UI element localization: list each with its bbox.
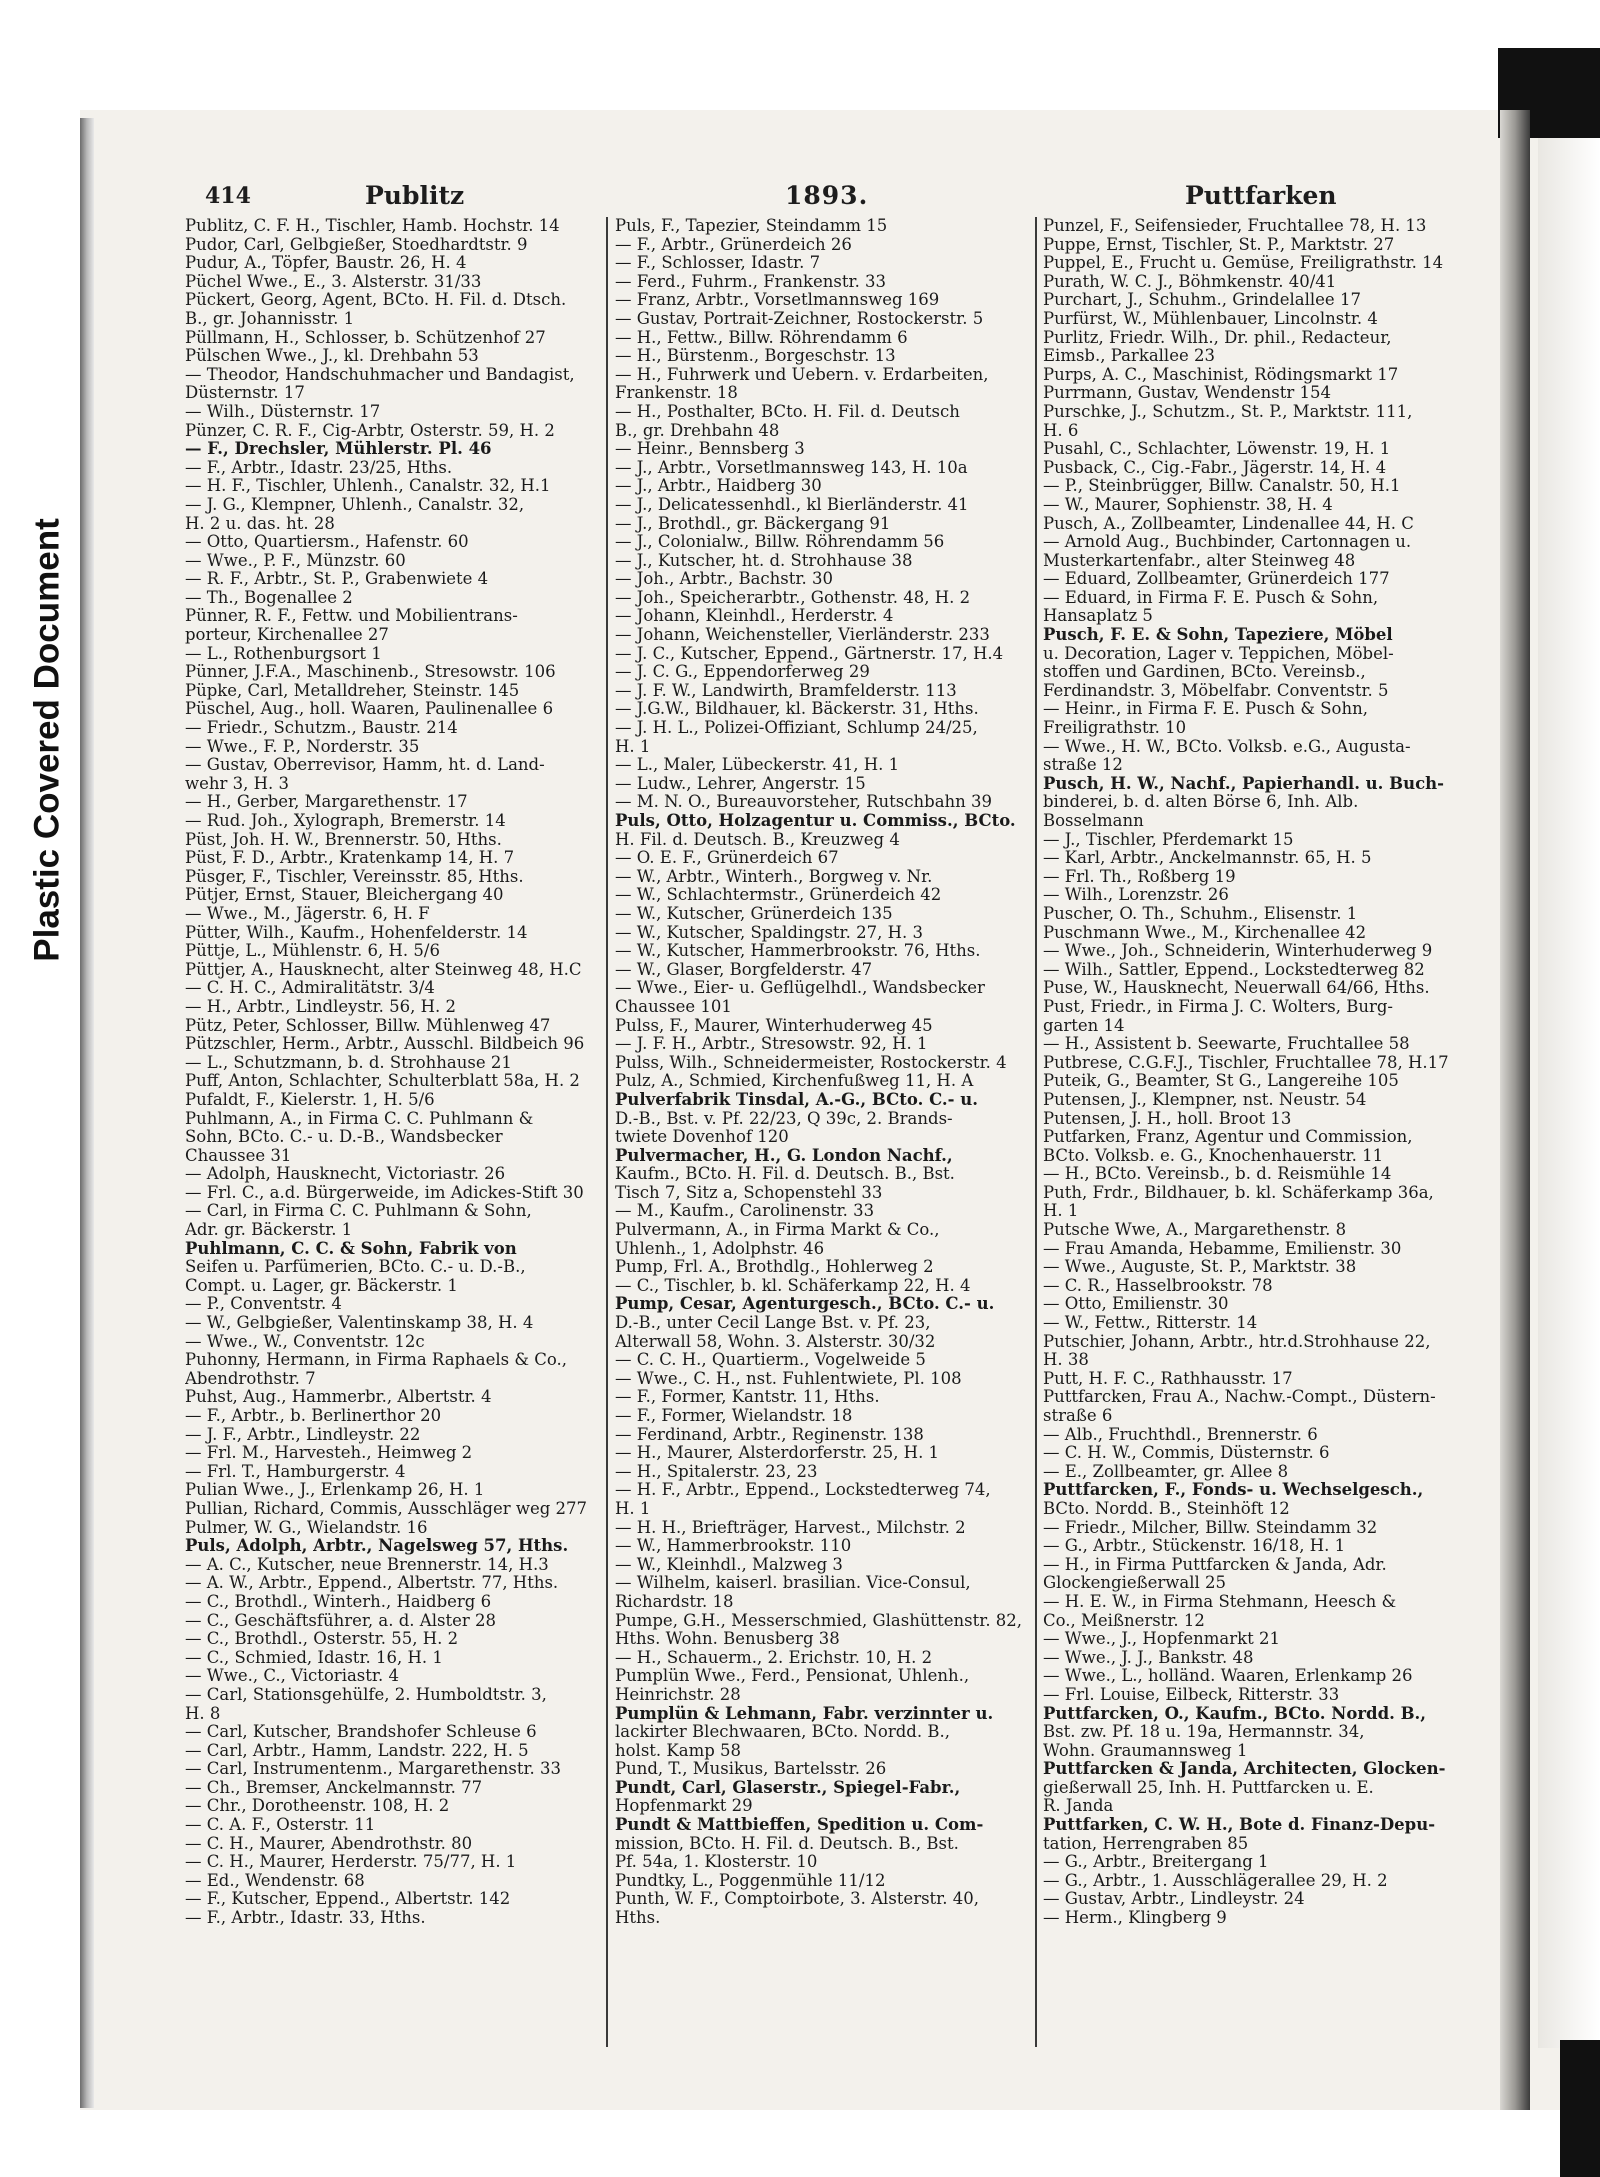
- directory-entry: — Frau Amanda, Hebamme, Emilienstr. 30: [1043, 1239, 1402, 1258]
- directory-entry: binderei, b. d. alten Börse 6, Inh. Alb.: [1043, 793, 1359, 812]
- directory-entry: Pützschler, Herm., Arbtr., Ausschl. Bildbeich 96: [185, 1035, 585, 1054]
- directory-entry: — Wwe., M., Jägerstr. 6, H. F: [185, 904, 430, 923]
- directory-entry: Puppe, Ernst, Tischler, St. P., Marktstr. 27: [1043, 235, 1395, 254]
- directory-entry: Puse, W., Hausknecht, Neuerwall 64/66, Hths.: [1043, 979, 1430, 998]
- directory-entry: Püttje, L., Mühlenstr. 6, H. 5/6: [185, 942, 440, 961]
- directory-entry: — Wilh., Düsternstr. 17: [185, 402, 381, 421]
- directory-entry: — A. C., Kutscher, neue Brennerstr. 14, H.3: [185, 1555, 549, 1574]
- directory-entry: B., gr. Johannisstr. 1: [185, 309, 355, 328]
- directory-entry: — Johann, Weichensteller, Vierländerstr. 233: [615, 626, 990, 645]
- directory-entry: — Wwe., H. W., BCto. Volksb. e.G., Augusta-: [1043, 737, 1411, 756]
- directory-entry: R. Janda: [1043, 1797, 1114, 1816]
- directory-entry: — Wwe., P. F., Münzstr. 60: [185, 551, 406, 570]
- directory-entry: D.-B., unter Cecil Lange Bst. v. Pf. 23,: [615, 1314, 931, 1333]
- directory-entry: Frankenstr. 18: [615, 384, 738, 403]
- directory-entry: B., gr. Drehbahn 48: [615, 421, 780, 440]
- column-divider: [1035, 217, 1037, 2047]
- directory-entry: — J., Tischler, Pferdemarkt 15: [1043, 830, 1294, 849]
- directory-entry: — W., Arbtr., Winterh., Borgweg v. Nr.: [615, 867, 933, 886]
- directory-entry: Puhlmann, A., in Firma C. C. Puhlmann &: [185, 1109, 534, 1128]
- directory-entry: Pund, T., Musikus, Bartelsstr. 26: [615, 1760, 887, 1779]
- directory-entry: — J. F., Arbtr., Lindleystr. 22: [185, 1425, 421, 1444]
- directory-entry: Putt, H. F. C., Rathhausstr. 17: [1043, 1369, 1293, 1388]
- directory-entry: — H. F., Arbtr., Eppend., Lockstedterweg 74,: [615, 1481, 991, 1500]
- directory-entry: — W., Fettw., Ritterstr. 14: [1043, 1314, 1258, 1333]
- directory-entry: — Otto, Emilienstr. 30: [1043, 1295, 1229, 1314]
- directory-entry: Puteik, G., Beamter, St G., Langereihe 105: [1043, 1072, 1399, 1091]
- directory-entry: Purschke, J., Schutzm., St. P., Marktstr. 111,: [1043, 402, 1413, 421]
- directory-entry: gießerwall 25, Inh. H. Puttfarcken u. E.: [1043, 1778, 1374, 1797]
- directory-entry: — Frl. Louise, Eilbeck, Ritterstr. 33: [1043, 1685, 1340, 1704]
- directory-entry: — C. H. C., Admiralitätstr. 3/4: [185, 979, 435, 998]
- directory-entry: Publitz, C. F. H., Tischler, Hamb. Hochstr. 14: [185, 217, 560, 235]
- directory-entry: — H. E. W., in Firma Stehmann, Heesch &: [1043, 1592, 1397, 1611]
- directory-entry: — Th., Bogenallee 2: [185, 588, 353, 607]
- directory-entry: Chaussee 31: [185, 1146, 292, 1165]
- directory-entry: Puscher, O. Th., Schuhm., Elisenstr. 1: [1043, 904, 1358, 923]
- directory-entry: — Friedr., Schutzm., Baustr. 214: [185, 719, 458, 738]
- directory-entry: — F., Arbtr., b. Berlinerthor 20: [185, 1407, 442, 1425]
- directory-entry: lackirter Blechwaaren, BCto. Nordd. B.,: [615, 1723, 950, 1742]
- directory-entry: — Carl, Arbtr., Hamm, Landstr. 222, H. 5: [185, 1741, 529, 1760]
- directory-entry: H. 8: [185, 1704, 221, 1723]
- directory-entry: Pünner, J.F.A., Maschinenb., Stresowstr. 106: [185, 663, 556, 682]
- directory-entry: Chaussee 101: [615, 997, 732, 1016]
- directory-entry: — Alb., Fruchthdl., Brennerstr. 6: [1043, 1425, 1318, 1444]
- directory-entry: Puls, Adolph, Arbtr., Nagelsweg 57, Hths.: [185, 1537, 569, 1556]
- directory-entry: Puhonny, Hermann, in Firma Raphaels & Co.,: [185, 1351, 568, 1370]
- directory-entry: — Rud. Joh., Xylograph, Bremerstr. 14: [185, 812, 506, 830]
- directory-entry: — R. F., Arbtr., St. P., Grabenwiete 4: [185, 570, 489, 589]
- directory-entry: Pundt & Mattbieffen, Spedition u. Com-: [615, 1816, 984, 1835]
- directory-entry: Püttjer, A., Hausknecht, alter Steinweg 48, H.C: [185, 960, 582, 979]
- directory-entry: Freiligrathstr. 10: [1043, 719, 1187, 738]
- directory-entry: — J. C. G., Eppendorferweg 29: [615, 663, 870, 682]
- directory-entry: — M. N. O., Bureauvorsteher, Rutschbahn 39: [615, 793, 993, 812]
- column-3: [1043, 217, 1473, 2067]
- directory-entry: Puppel, E., Frucht u. Gemüse, Freiligrathstr. 14: [1043, 254, 1444, 273]
- directory-entry: — Wilhelm, kaiserl. brasilian. Vice-Consul,: [615, 1574, 971, 1593]
- directory-entry: BCto. Volksb. e. G., Knochenhauerstr. 11: [1043, 1146, 1384, 1165]
- directory-entry: D.-B., Bst. v. Pf. 22/23, Q 39c, 2. Brands-: [615, 1109, 953, 1128]
- directory-entry: — H., Fuhrwerk und Uebern. v. Erdarbeiten,: [615, 365, 989, 384]
- directory-entry: Sohn, BCto. C.- u. D.-B., Wandsbecker: [185, 1128, 503, 1147]
- directory-entry: Compt. u. Lager, gr. Bäckerstr. 1: [185, 1276, 458, 1295]
- directory-entry: Puls, Otto, Holzagentur u. Commiss., BCto.: [615, 812, 1016, 830]
- directory-entry: — H., Fettw., Billw. Röhrendamm 6: [615, 328, 908, 347]
- directory-entry: — E., Zollbeamter, gr. Allee 8: [1043, 1462, 1289, 1481]
- directory-entry: — C. R., Hasselbrookstr. 78: [1043, 1276, 1273, 1295]
- directory-entry: Punzel, F., Seifensieder, Fruchtallee 78, H. 13: [1043, 217, 1427, 235]
- directory-entry: — J.G.W., Bildhauer, kl. Bäckerstr. 31, Hths.: [615, 700, 979, 719]
- directory-entry: Hths.: [615, 1909, 661, 1928]
- directory-entry: Musterkartenfabr., alter Steinweg 48: [1043, 551, 1356, 570]
- directory-entry: — W., Hammerbrookstr. 110: [615, 1537, 852, 1556]
- directory-entry: Pütjer, Ernst, Stauer, Bleichergang 40: [185, 886, 504, 905]
- directory-entry: Heinrichstr. 28: [615, 1685, 741, 1704]
- directory-entry: — F., Schlosser, Idastr. 7: [615, 254, 821, 273]
- directory-entry: Püllmann, H., Schlosser, b. Schützenhof 27: [185, 328, 546, 347]
- directory-entry: Pülschen Wwe., J., kl. Drehbahn 53: [185, 347, 479, 366]
- directory-entry: — Ferdinand, Arbtr., Reginenstr. 138: [615, 1425, 924, 1444]
- directory-entry: Pulss, F., Maurer, Winterhuderweg 45: [615, 1016, 933, 1035]
- directory-entry: — J. G., Klempner, Uhlenh., Canalstr. 32,: [185, 495, 525, 514]
- directory-entry: u. Decoration, Lager v. Teppichen, Möbel-: [1043, 644, 1394, 663]
- directory-entry: — Ferd., Fuhrm., Frankenstr. 33: [615, 272, 887, 291]
- directory-entry: Pudur, A., Töpfer, Baustr. 26, H. 4: [185, 254, 467, 273]
- directory-entry: — Otto, Quartiersm., Hafenstr. 60: [185, 533, 469, 552]
- directory-entry: Puhlmann, C. C. & Sohn, Fabrik von: [185, 1239, 517, 1258]
- directory-entry: — M., Kaufm., Carolinenstr. 33: [615, 1202, 875, 1221]
- directory-entry: Pusback, C., Cig.-Fabr., Jägerstr. 14, H. 4: [1043, 458, 1387, 477]
- directory-entry: — F., Drechsler, Mühlerstr. Pl. 46: [185, 440, 492, 459]
- directory-entry: Puff, Anton, Schlachter, Schulterblatt 58a, H. 2: [185, 1072, 580, 1091]
- directory-entry: stoffen und Gardinen, BCto. Vereinsb.,: [1043, 663, 1366, 682]
- directory-entry: Puttfarken, C. W. H., Bote d. Finanz-Depu-: [1043, 1816, 1436, 1835]
- directory-entry: — Wwe., J., Hopfenmarkt 21: [1043, 1630, 1281, 1649]
- directory-entry: — H. H., Briefträger, Harvest., Milchstr. 2: [615, 1518, 966, 1537]
- directory-entry: — H., Bürstenm., Borgeschstr. 13: [615, 347, 896, 366]
- directory-entry: Pulmer, W. G., Wielandstr. 16: [185, 1518, 428, 1537]
- directory-entry: — Herm., Klingberg 9: [1043, 1909, 1227, 1928]
- directory-entry: — P., Conventstr. 4: [185, 1295, 342, 1314]
- directory-entry: — C., Brothdl., Osterstr. 55, H. 2: [185, 1630, 459, 1649]
- directory-entry: Pust, Friedr., in Firma J. C. Wolters, Burg-: [1043, 997, 1393, 1016]
- directory-entry: — J., Brothdl., gr. Bäckergang 91: [615, 514, 891, 533]
- directory-entry: — J., Delicatessenhdl., kl Bierländerstr. 41: [615, 495, 969, 514]
- directory-entry: — Theodor, Handschuhmacher und Bandagist,: [185, 365, 575, 384]
- directory-entry: Hopfenmarkt 29: [615, 1797, 753, 1816]
- header-last-word: Puttfarken: [1185, 181, 1337, 210]
- directory-entry: Pf. 54a, 1. Klosterstr. 10: [615, 1853, 818, 1872]
- directory-entry: Pulverfabrik Tinsdal, A.-G., BCto. C.- u.: [615, 1090, 978, 1109]
- directory-entry: Putensen, J. H., holl. Broot 13: [1043, 1109, 1292, 1128]
- page-number: 414: [205, 183, 251, 209]
- directory-entry: — H., BCto. Vereinsb., b. d. Reismühle 14: [1043, 1165, 1392, 1184]
- directory-entry: — W., Kutscher, Hammerbrookstr. 76, Hths.: [615, 942, 981, 961]
- directory-entry: — A. W., Arbtr., Eppend., Albertstr. 77, Hths.: [185, 1574, 559, 1593]
- directory-entry: — W., Gelbgießer, Valentinskamp 38, H. 4: [185, 1314, 534, 1333]
- header-first-word: Publitz: [365, 181, 465, 210]
- directory-entry: — J., Arbtr., Vorsetlmannsweg 143, H. 10a: [615, 458, 968, 477]
- directory-entry: Pusch, A., Zollbeamter, Lindenallee 44, H. C: [1043, 514, 1414, 533]
- directory-entry: — C. H. W., Commis, Düsternstr. 6: [1043, 1444, 1330, 1463]
- directory-entry: — J. H. L., Polizei-Offiziant, Schlump 24/25,: [615, 719, 978, 738]
- directory-entry: Puhst, Aug., Hammerbr., Albertstr. 4: [185, 1388, 492, 1407]
- directory-entry: — Wwe., L., holländ. Waaren, Erlenkamp 26: [1043, 1667, 1413, 1686]
- directory-entry: — H., Schauerm., 2. Erichstr. 10, H. 2: [615, 1648, 933, 1667]
- directory-entry: — L., Maler, Lübeckerstr. 41, H. 1: [615, 756, 900, 775]
- header-year: 1893.: [785, 181, 869, 210]
- directory-entry: Pumpe, G.H., Messerschmied, Glashüttenstr. 82,: [615, 1611, 1023, 1630]
- column-2: [615, 217, 1027, 2067]
- directory-entry: Pütter, Wilh., Kaufm., Hohenfelderstr. 14: [185, 923, 528, 942]
- directory-entry: — J. F. W., Landwirth, Bramfelderstr. 113: [615, 681, 957, 700]
- directory-entry: — W., Kutscher, Grünerdeich 135: [615, 904, 893, 923]
- directory-entry: — G., Arbtr., Breitergang 1: [1043, 1853, 1269, 1872]
- directory-entry: Tisch 7, Sitz a, Schopenstehl 33: [615, 1183, 883, 1202]
- directory-entry: H. 2 u. das. ht. 28: [185, 514, 335, 533]
- directory-entry: Hansaplatz 5: [1043, 607, 1153, 626]
- directory-entry: Pulvermann, A., in Firma Markt & Co.,: [615, 1221, 940, 1240]
- directory-entry: — C. H., Maurer, Abendrothstr. 80: [185, 1834, 473, 1853]
- directory-entry: Punth, W. F., Comptoirbote, 3. Alsterstr. 40,: [615, 1890, 979, 1909]
- directory-entry: H. 6: [1043, 421, 1079, 440]
- directory-entry: Pückert, Georg, Agent, BCto. H. Fil. d. Dtsch.: [185, 291, 567, 310]
- directory-entry: — F., Arbtr., Idastr. 23/25, Hths.: [185, 458, 453, 477]
- directory-entry: Richardstr. 18: [615, 1592, 734, 1611]
- directory-entry: Püsger, F., Tischler, Vereinsstr. 85, Hths.: [185, 867, 524, 886]
- directory-entry: Putbrese, C.G.F.J., Tischler, Fruchtallee 78, H.17: [1043, 1053, 1449, 1072]
- directory-entry: Pusch, H. W., Nachf., Papierhandl. u. Buch-: [1043, 774, 1445, 793]
- directory-entry: Pulvermacher, H., G. London Nachf.,: [615, 1146, 953, 1165]
- directory-entry: twiete Dovenhof 120: [615, 1128, 789, 1147]
- directory-entry: — Carl, Instrumentenm., Margarethenstr. 33: [185, 1760, 562, 1779]
- directory-entry: Purchart, J., Schuhm., Grindelallee 17: [1043, 291, 1361, 310]
- directory-entry: Puth, Frdr., Bildhauer, b. kl. Schäferkamp 36a,: [1043, 1183, 1434, 1202]
- directory-entry: — G., Arbtr., Stückenstr. 16/18, H. 1: [1043, 1537, 1346, 1556]
- directory-entry: Pünner, R. F., Fettw. und Mobilientrans-: [185, 607, 518, 626]
- directory-entry: — O. E. F., Grünerdeich 67: [615, 849, 839, 868]
- page-stack-edge: [80, 118, 94, 2108]
- directory-entry: — Arnold Aug., Buchbinder, Cartonnagen u.: [1043, 533, 1412, 552]
- directory-entry: Pullian, Richard, Commis, Ausschläger weg 277: [185, 1499, 588, 1518]
- directory-entry: — Karl, Arbtr., Anckelmannstr. 65, H. 5: [1043, 849, 1372, 868]
- directory-entry: Uhlenh., 1, Adolphstr. 46: [615, 1239, 825, 1258]
- directory-entry: — Adolph, Hausknecht, Victoriastr. 26: [185, 1165, 506, 1184]
- directory-entry: — Carl, Kutscher, Brandshofer Schleuse 6: [185, 1723, 537, 1742]
- directory-entry: Pütz, Peter, Schlosser, Billw. Mühlenweg 47: [185, 1016, 551, 1035]
- directory-entry: Pusahl, C., Schlachter, Löwenstr. 19, H. 1: [1043, 440, 1391, 459]
- directory-entry: — Joh., Arbtr., Bachstr. 30: [615, 570, 833, 589]
- directory-entry: Pudor, Carl, Gelbgießer, Stoedhardtstr. 9: [185, 235, 528, 254]
- directory-entry: — C. C. H., Quartierm., Vogelweide 5: [615, 1351, 926, 1370]
- directory-entry: — Frl. C., a.d. Bürgerweide, im Adickes-Stift 30: [185, 1183, 584, 1202]
- directory-entry: Pump, Frl. A., Brothdlg., Hohlerweg 2: [615, 1258, 934, 1277]
- directory-entry: — G., Arbtr., 1. Ausschlägerallee 29, H. 2: [1043, 1871, 1388, 1890]
- directory-entry: — Heinr., Bennsberg 3: [615, 440, 805, 459]
- directory-entry: — F., Former, Kantstr. 11, Hths.: [615, 1388, 880, 1407]
- directory-entry: Düsternstr. 17: [185, 384, 305, 403]
- directory-entry: — Ch., Bremser, Anckelmannstr. 77: [185, 1778, 483, 1797]
- directory-entry: Kaufm., BCto. H. Fil. d. Deutsch. B., Bst.: [615, 1165, 955, 1184]
- directory-entry: H. Fil. d. Deutsch. B., Kreuzweg 4: [615, 830, 900, 849]
- directory-entry: Pulian Wwe., J., Erlenkamp 26, H. 1: [185, 1481, 485, 1500]
- directory-entry: Purfürst, W., Mühlenbauer, Lincolnstr. 4: [1043, 309, 1378, 328]
- directory-entry: Püst, F. D., Arbtr., Kratenkamp 14, H. 7: [185, 849, 515, 868]
- directory-entry: — Wilh., Lorenzstr. 26: [1043, 886, 1229, 905]
- directory-entry: Hths. Wohn. Benusberg 38: [615, 1630, 840, 1649]
- directory-entry: — C. H., Maurer, Herderstr. 75/77, H. 1: [185, 1853, 517, 1872]
- directory-entry: — Wwe., Joh., Schneiderin, Winterhuderweg 9: [1043, 942, 1433, 961]
- directory-entry: Pundtky, L., Poggenmühle 11/12: [615, 1871, 886, 1890]
- directory-entry: — Ed., Wendenstr. 68: [185, 1871, 365, 1890]
- directory-entry: — H., Maurer, Alsterdorferstr. 25, H. 1: [615, 1444, 940, 1463]
- directory-entry: Glockengießerwall 25: [1043, 1574, 1227, 1593]
- directory-entry: — Wwe., Auguste, St. P., Marktstr. 38: [1043, 1258, 1357, 1277]
- directory-entry: Purrmann, Gustav, Wendenstr 154: [1043, 384, 1332, 403]
- directory-entry: — Wwe., J. J., Bankstr. 48: [1043, 1648, 1254, 1667]
- directory-entry: H. 1: [615, 1499, 651, 1518]
- directory-entry: — C. A. F., Osterstr. 11: [185, 1816, 376, 1835]
- directory-entry: porteur, Kirchenallee 27: [185, 626, 389, 645]
- directory-entry: H. 38: [1043, 1351, 1089, 1370]
- directory-entry: — W., Kutscher, Spaldingstr. 27, H. 3: [615, 923, 923, 942]
- directory-entry: Pump, Cesar, Agenturgesch., BCto. C.- u.: [615, 1295, 995, 1314]
- directory-entry: — C., Schmied, Idastr. 16, H. 1: [185, 1648, 443, 1667]
- directory-entry: Püst, Joh. H. W., Brennerstr. 50, Hths.: [185, 830, 502, 849]
- directory-entry: — Frl. T., Hamburgerstr. 4: [185, 1462, 406, 1481]
- book-spine: [1500, 110, 1530, 2110]
- directory-entry: — Franz, Arbtr., Vorsetlmannsweg 169: [615, 291, 940, 310]
- directory-entry: — Gustav, Oberrevisor, Hamm, ht. d. Land-: [185, 756, 545, 775]
- directory-entry: Puschmann Wwe., M., Kirchenallee 42: [1043, 923, 1367, 942]
- directory-entry: — H., in Firma Puttfarcken & Janda, Adr.: [1043, 1555, 1387, 1574]
- directory-entry: — C., Geschäftsführer, a. d. Alster 28: [185, 1611, 496, 1630]
- directory-entry: — W., Maurer, Sophienstr. 38, H. 4: [1043, 495, 1333, 514]
- directory-entry: — Eduard, in Firma F. E. Pusch & Sohn,: [1043, 588, 1379, 607]
- column-1: [185, 217, 597, 2067]
- directory-entry: — L., Rothenburgsort 1: [185, 644, 382, 663]
- directory-entry: Pulss, Wilh., Schneidermeister, Rostockerstr. 4: [615, 1053, 1007, 1072]
- directory-entry: Puttfarcken, O., Kaufm., BCto. Nordd. B.,: [1043, 1704, 1427, 1723]
- directory-entry: Abendrothstr. 7: [185, 1369, 316, 1388]
- directory-entry: — Wwe., C., Victoriastr. 4: [185, 1667, 399, 1686]
- directory-entry: Putsche Wwe, A., Margarethenstr. 8: [1043, 1221, 1347, 1240]
- directory-entry: Putensen, J., Klempner, nst. Neustr. 54: [1043, 1090, 1367, 1109]
- directory-entry: — Gustav, Portrait-Zeichner, Rostockerstr. 5: [615, 309, 984, 328]
- directory-entry: — Wwe., F. P., Norderstr. 35: [185, 737, 420, 756]
- directory-entry: Pumplün & Lehmann, Fabr. verzinnter u.: [615, 1704, 994, 1723]
- directory-entry: — Wwe., Eier- u. Geflügelhdl., Wandsbecker: [615, 979, 985, 998]
- directory-entry: garten 14: [1043, 1016, 1125, 1035]
- directory-entry: — W., Kleinhdl., Malzweg 3: [615, 1555, 843, 1574]
- directory-entry: Bosselmann: [1043, 812, 1144, 830]
- directory-entry: Purlitz, Friedr. Wilh., Dr. phil., Redacteur,: [1043, 328, 1392, 347]
- directory-entry: Pulz, A., Schmied, Kirchenfußweg 11, H. A: [615, 1072, 974, 1091]
- directory-entry: — L., Schutzmann, b. d. Strohhause 21: [185, 1053, 512, 1072]
- directory-entry: — H., Spitalerstr. 23, 23: [615, 1462, 818, 1481]
- directory-entry: Purps, A. C., Maschinist, Rödingsmarkt 17: [1043, 365, 1399, 384]
- directory-entry: Pufaldt, F., Kielerstr. 1, H. 5/6: [185, 1090, 435, 1109]
- directory-entry: Pundt, Carl, Glaserstr., Spiegel-Fabr.,: [615, 1778, 961, 1797]
- directory-entry: — Carl, in Firma C. C. Puhlmann & Sohn,: [185, 1202, 532, 1221]
- directory-entry: Puttfarcken & Janda, Architecten, Glocken-: [1043, 1760, 1446, 1779]
- directory-entry: — Frl. Th., Roßberg 19: [1043, 867, 1236, 886]
- directory-entry: Bst. zw. Pf. 18 u. 19a, Hermannstr. 34,: [1043, 1723, 1365, 1742]
- directory-entry: Puttfarcken, Frau A., Nachw.-Compt., Düstern-: [1043, 1388, 1436, 1407]
- directory-entry: — F., Arbtr., Idastr. 33, Hths.: [185, 1909, 426, 1928]
- directory-entry: — F., Kutscher, Eppend., Albertstr. 142: [185, 1890, 511, 1909]
- directory-entry: Püchel Wwe., E., 3. Alsterstr. 31/33: [185, 272, 482, 291]
- directory-entry: — F., Former, Wielandstr. 18: [615, 1407, 853, 1425]
- directory-entry: — Heinr., in Firma F. E. Pusch & Sohn,: [1043, 700, 1368, 719]
- directory-entry: — Wilh., Sattler, Eppend., Lockstedterweg 82: [1043, 960, 1425, 979]
- directory-entry: Putfarken, Franz, Agentur und Commission,: [1043, 1128, 1413, 1147]
- directory-entry: tation, Herrengraben 85: [1043, 1834, 1249, 1853]
- directory-entry: — Eduard, Zollbeamter, Grünerdeich 177: [1043, 570, 1390, 589]
- directory-entry: straße 12: [1043, 756, 1123, 775]
- directory-entry: Wohn. Graumannsweg 1: [1043, 1741, 1248, 1760]
- directory-page: [185, 175, 1485, 2075]
- directory-entry: — W., Schlachtermstr., Grünerdeich 42: [615, 886, 942, 905]
- directory-entry: — Frl. M., Harvesteh., Heimweg 2: [185, 1444, 473, 1463]
- directory-entry: — Wwe., C. H., nst. Fuhlentwiete, Pl. 108: [615, 1369, 962, 1388]
- directory-entry: — J., Arbtr., Haidberg 30: [615, 477, 822, 496]
- directory-entry: wehr 3, H. 3: [185, 774, 290, 793]
- directory-entry: Seifen u. Parfümerien, BCto. C.- u. D.-B.,: [185, 1258, 526, 1277]
- directory-entry: holst. Kamp 58: [615, 1741, 742, 1760]
- scanner-edge-shadow-bottom: [1560, 2040, 1600, 2177]
- directory-entry: Purath, W. C. J., Böhmkenstr. 40/41: [1043, 272, 1337, 291]
- directory-entry: — Wwe., W., Conventstr. 12c: [185, 1332, 425, 1351]
- directory-entry: — Gustav, Arbtr., Lindleystr. 24: [1043, 1890, 1305, 1909]
- directory-entry: — Joh., Speicherarbtr., Gothenstr. 48, H. 2: [615, 588, 971, 607]
- directory-entry: Pünzer, C. R. F., Cig-Arbtr, Osterstr. 59, H. 2: [185, 421, 555, 440]
- side-label: [8, 460, 88, 1020]
- directory-entry: — H. F., Tischler, Uhlenh., Canalstr. 32, H.1: [185, 477, 551, 496]
- directory-entry: — H., Assistent b. Seewarte, Fruchtallee 58: [1043, 1035, 1410, 1054]
- page-header: [185, 175, 1485, 215]
- directory-entry: Püschel, Aug., holl. Waaren, Paulinenallee 6: [185, 700, 554, 719]
- directory-entry: — J., Colonialw., Billw. Röhrendamm 56: [615, 533, 945, 552]
- directory-entry: mission, BCto. H. Fil. d. Deutsch. B., Bst.: [615, 1834, 959, 1853]
- next-page-edge: [1538, 138, 1600, 2048]
- directory-entry: H. 1: [1043, 1202, 1079, 1221]
- directory-entry: Ferdinandstr. 3, Möbelfabr. Conventstr. 5: [1043, 681, 1389, 700]
- directory-entry: Puttfarcken, F., Fonds- u. Wechselgesch.,: [1043, 1481, 1424, 1500]
- directory-entry: — Johann, Kleinhdl., Herderstr. 4: [615, 607, 894, 626]
- directory-entry: straße 6: [1043, 1407, 1113, 1425]
- directory-entry: Puls, F., Tapezier, Steindamm 15: [615, 217, 888, 235]
- directory-entry: Püpke, Carl, Metalldreher, Steinstr. 145: [185, 681, 520, 700]
- directory-entry: — J. C., Kutscher, Eppend., Gärtnerstr. 17, H.4: [615, 644, 1004, 663]
- directory-entry: — W., Glaser, Borgfelderstr. 47: [615, 960, 873, 979]
- directory-entry: Pumplün Wwe., Ferd., Pensionat, Uhlenh.,: [615, 1667, 970, 1686]
- directory-entry: — Chr., Dorotheenstr. 108, H. 2: [185, 1797, 450, 1816]
- directory-entry: H. 1: [615, 737, 651, 756]
- directory-entry: — H., Arbtr., Lindleystr. 56, H. 2: [185, 997, 456, 1016]
- directory-entry: — H., Gerber, Margarethenstr. 17: [185, 793, 468, 812]
- directory-entry: — P., Steinbrügger, Billw. Canalstr. 50, H.1: [1043, 477, 1401, 496]
- directory-entry: — C., Tischler, b. kl. Schäferkamp 22, H. 4: [615, 1276, 971, 1295]
- directory-entry: — Friedr., Milcher, Billw. Steindamm 32: [1043, 1518, 1378, 1537]
- directory-entry: Eimsb., Parkallee 23: [1043, 347, 1215, 366]
- directory-entry: — Carl, Stationsgehülfe, 2. Humboldtstr. 3,: [185, 1685, 547, 1704]
- directory-entry: Pusch, F. E. & Sohn, Tapeziere, Möbel: [1043, 626, 1393, 645]
- directory-entry: — C., Brothdl., Winterh., Haidberg 6: [185, 1592, 492, 1611]
- directory-entry: Co., Meißnerstr. 12: [1043, 1611, 1205, 1630]
- directory-entry: — J. F. H., Arbtr., Stresowstr. 92, H. 1: [615, 1035, 928, 1054]
- directory-entry: — J., Kutscher, ht. d. Strohhause 38: [615, 551, 913, 570]
- directory-entry: — F., Arbtr., Grünerdeich 26: [615, 235, 852, 254]
- directory-entry: Alterwall 58, Wohn. 3. Alsterstr. 30/32: [615, 1332, 936, 1351]
- directory-entry: — H., Posthalter, BCto. H. Fil. d. Deutsch: [615, 402, 960, 421]
- column-divider: [606, 217, 608, 2047]
- directory-entry: Putschier, Johann, Arbtr., htr.d.Strohhause 22,: [1043, 1332, 1431, 1351]
- directory-entry: — Ludw., Lehrer, Angerstr. 15: [615, 774, 866, 793]
- directory-entry: BCto. Nordd. B., Steinhöft 12: [1043, 1499, 1290, 1518]
- directory-entry: Adr. gr. Bäckerstr. 1: [185, 1221, 353, 1240]
- side-label-text: Plastic Covered Document: [28, 518, 67, 962]
